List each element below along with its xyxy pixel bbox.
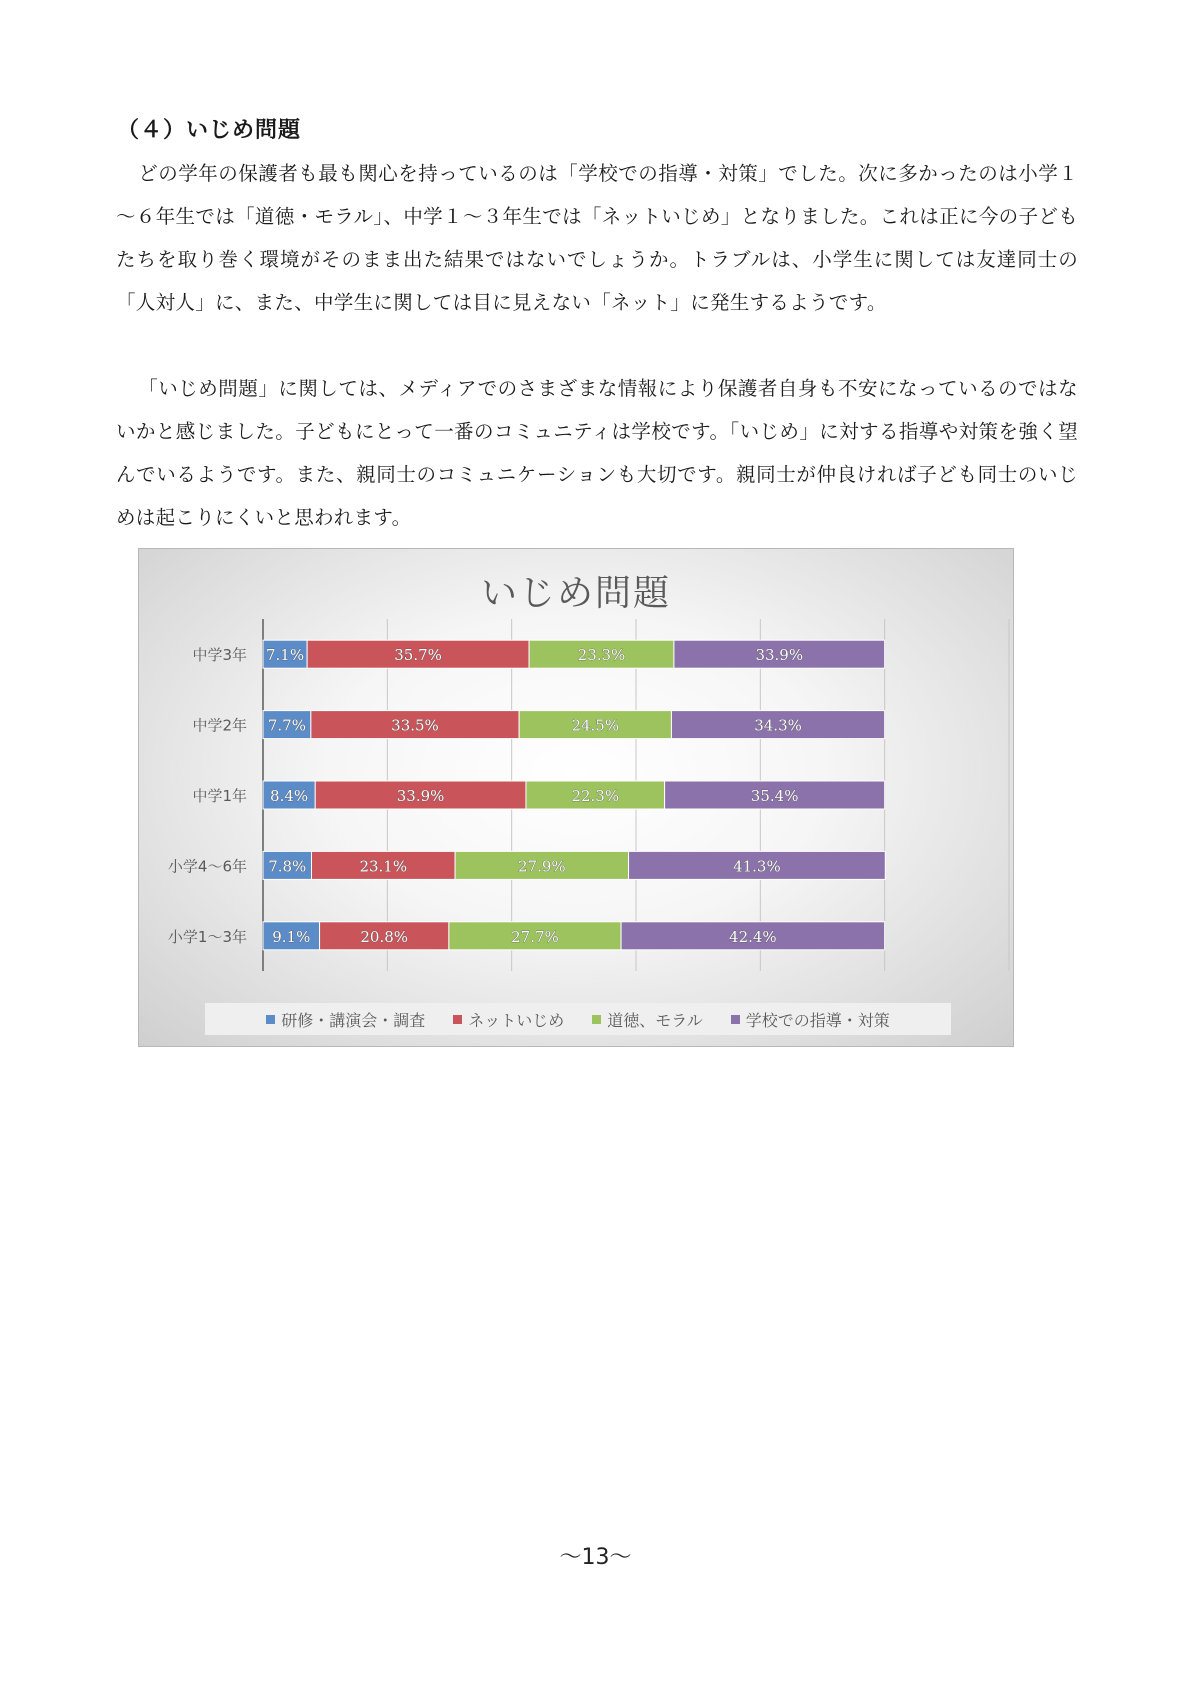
legend-swatch	[453, 1015, 462, 1024]
data-label: 41.3%	[733, 857, 781, 876]
category-label: 小学1～3年	[167, 927, 247, 946]
legend-label: 学校での指導・対策	[745, 1010, 890, 1030]
bullying-chart	[138, 548, 1014, 1047]
legend-swatch	[266, 1015, 275, 1024]
data-label: 24.5%	[571, 716, 620, 735]
legend-label: 研修・講演会・調査	[281, 1010, 426, 1030]
category-label: 中学3年	[192, 646, 247, 665]
paragraph-2	[116, 367, 1078, 539]
data-label: 42.4%	[729, 927, 777, 946]
data-label: 8.4%	[270, 787, 309, 805]
data-label: 23.1%	[359, 857, 408, 876]
data-label: 7.8%	[268, 857, 307, 876]
page-number: ～13～	[559, 1545, 632, 1570]
legend-swatch	[731, 1015, 740, 1024]
paragraph-1-text: どの学年の保護者も最も関心を持っているのは「学校での指導・対策」でした。次に多かったのは小学１～６年生では「道徳・モラル」、中学１～３年生では「ネットいじめ」となりました。これは正に今の子どもたちを取り巻く環境がそのまま出た結果ではないでしょうか。トラブルは、小学生に関しては友達同士の「人対人」に、また、中学生に関しては目に見えない「ネット」に発生するようです。	[116, 162, 1078, 314]
data-label: 27.7%	[511, 927, 559, 946]
category-label: 中学1年	[192, 787, 247, 805]
legend-label: ネットいじめ	[468, 1010, 565, 1030]
data-label: 27.9%	[517, 857, 566, 876]
data-label: 33.5%	[391, 716, 439, 735]
legend-swatch	[592, 1015, 601, 1024]
legend-item	[453, 1008, 564, 1031]
data-label: 35.4%	[750, 787, 799, 805]
data-label: 35.7%	[394, 646, 442, 665]
paragraph-1	[116, 152, 1078, 324]
data-label: 33.9%	[396, 787, 445, 805]
data-label: 34.3%	[754, 716, 802, 735]
category-label: 小学4～6年	[167, 857, 247, 876]
data-label: 9.1%	[272, 927, 311, 946]
legend-item	[592, 1008, 703, 1031]
legend-item	[266, 1008, 425, 1031]
chart-plot	[139, 549, 1015, 1048]
data-label: 7.7%	[267, 716, 306, 735]
category-label: 中学2年	[192, 716, 247, 735]
paragraph-2-text: 「いじめ問題」に関しては、メディアでのさまざまな情報により保護者自身も不安になっているのではないかと感じました。子どもにとって一番のコミュニティは学校です。「いじめ」に対する指導や対策を強く望んでいるようです。また、親同士のコミュニケーションも大切です。親同士が仲良ければ子ども同士のいじめは起こりにくいと思われます。	[116, 377, 1078, 529]
data-label: 20.8%	[360, 927, 409, 946]
data-label: 22.3%	[571, 787, 620, 805]
data-label: 33.9%	[755, 646, 804, 665]
data-label: 23.3%	[577, 646, 626, 665]
data-label: 7.1%	[266, 646, 305, 665]
chart-legend	[205, 1003, 951, 1035]
section-heading: （４）いじめ問題	[117, 118, 302, 143]
chart-title: いじめ問題	[480, 573, 671, 614]
legend-label: 道徳、モラル	[607, 1010, 703, 1030]
legend-item	[731, 1008, 890, 1031]
